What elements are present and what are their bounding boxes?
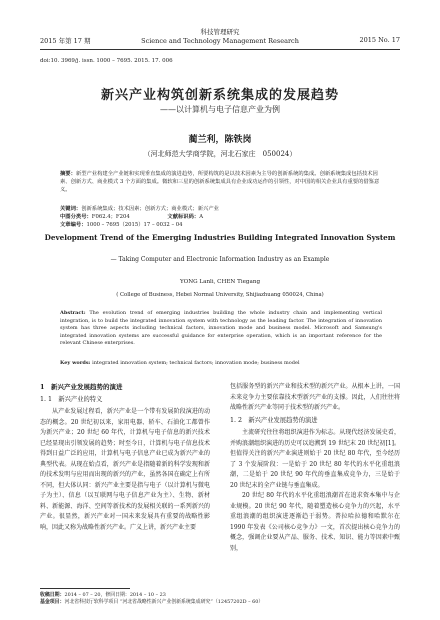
abstract-en-label: Abstract: (60, 310, 86, 316)
authors-en: YONG Lanli, CHEN Tiegang (179, 279, 261, 285)
footnote (40, 592, 400, 606)
body-paragraph: 从产业发展过程看，新兴产业是一个带有发展阶段演进的动态的概念。20 世纪初以来，家用电器、轿车、石油化工都曾作为新兴产业；20 世纪 60 年代，计算机与电子信息的新兴技术已经显现出引领发展的趋势；时至今日，计算机与电子信息技术得到日益广泛的应用，计算机与电子信息产业已成为新兴产业的典型代表。从现在始点看，新兴产业是指随着新的科学发现和新的技术发明与应用而出现的新兴的产业，虽然各国在确定上有所不同，但大体认同：新兴产业主要是指与电子（以计算机与微电子为主）、信息（以互联网与电子信息产业为主）、生物、新材料、新能源、海洋、空间等新技术的发展相关联的一系列新兴的产业。很显然，新兴产业对一国未来发展具有重要的战略性影响，因此又称为战略性新兴产业。广义上讲，新兴产业主要 (40, 408, 210, 531)
header-journal-en: Science and Technology Management Research (141, 37, 299, 45)
header-issue: 2015 年第 17 期 (40, 37, 91, 45)
document-code: 文献标识码：A (167, 214, 204, 220)
body-column-right (230, 382, 400, 554)
header-journal-cn: 科技管理研究 (200, 28, 240, 36)
abstract-cn-text: 新型产业构建全产业链和实现垂直集成的演进趋势，所要构筑的是以技术因素为主导的创新系统的集成。创新系统集成包括技术因素、创新方式、商业模式 3 个方面的集成。微软和三星的创新系统集成具有企业成功运作的引领性，对中国的相关企业具有重要的借鉴意义。 (60, 171, 380, 193)
header-rule (40, 49, 400, 50)
keywords-en (60, 360, 382, 366)
body-column-left (40, 382, 210, 533)
footnote-fund: 基金项目：河北省科技厅软科学项目 “河北省战略性新兴产业创新系统集成研究”（12457202D – 60） (40, 599, 264, 605)
classification-line (60, 212, 382, 228)
subtitle-cn: ——以计算机与电子信息产业为例 (160, 105, 280, 114)
abstract-cn-label: 摘要： (60, 171, 76, 177)
body-paragraph: 主流研究往往将组织演进作为标志。从现代经济发展史看，并购浪潮组织演进的历史可以追溯到 19 世纪末 20 世纪初[1]。但值得关注的新兴产业演进则始于 20 世纪 80 年代，至今经历了 3 个发展阶段：一是始于 20 世纪 80 年代的水平化重组浪潮，二是始于 20 世纪 90 年代的垂直集成竞争力，三是始于 20 世纪末的全产业链与垂直集成。 (230, 429, 400, 489)
footnote-received: 收稿日期：2014 – 07 – 20，修回日期：2014 – 10 – 23 (40, 592, 166, 598)
header-journal (40, 28, 400, 46)
subsection-heading: 1. 2 新兴产业发展趋势的演进 (230, 416, 318, 424)
subsection-heading: 1. 1 新兴产业的特义 (40, 395, 103, 403)
keywords-cn-text: 创新系统集成；技术因素；创新方式；商业模式；新兴产业 (81, 206, 219, 212)
clc-number: 中图分类号：F062.4；F204 (60, 214, 130, 220)
article-number: 文章编号：1000 – 7695（2015）17 – 0032 – 04 (60, 222, 183, 228)
affiliation-cn: （河北师范大学商学院，河北石家庄 050024） (143, 150, 297, 158)
abstract-en (60, 310, 382, 348)
doi: doi:10. 3969/j. issn. 1000 – 7695. 2015. 17. 006 (40, 58, 173, 64)
running-header (40, 28, 400, 50)
keywords-cn-label: 关键词： (60, 206, 82, 212)
abstract-cn (60, 170, 382, 194)
section-heading: 1 新兴产业发展趋势的演进 (40, 383, 123, 391)
header-issue-en: 2015 No. 17 (359, 36, 400, 44)
subtitle-en: — Taking Computer and Electronic Information Industry as an Example (110, 256, 330, 263)
authors-cn: 蔺兰利，陈铁岗 (188, 135, 252, 145)
abstract-en-text: The evolution trend of emerging industries building the whole industry chain and implementing vertical integration, is to build the integrated innovation system with technology as the leading factor. The integration of innovation system has three aspects including technical factors, innovation mode and business model. Microsoft and Samsung's integrated innovation systems are successful guidance for enterprise operation, which is an important reference for the relevant Chinese enterprises. (60, 310, 382, 347)
keywords-en-text: integrated innovation system; technical factors; innovation mode; business model (92, 360, 300, 366)
title-cn: 新兴产业构筑创新系统集成的发展趋势 (100, 88, 339, 103)
footnote-rule (40, 588, 130, 589)
affiliation-en: ( College of Business, Hebei Normal University, Shijiazhuang 050024, China) (116, 292, 324, 298)
keywords-en-label: Key words: (60, 360, 91, 366)
body-paragraph: 20 世纪 80 年代的水平化重组浪潮首在追求资本集中与企业规模。20 世纪 90 年代，随着塑造核心竞争力的兴起，水平重组浪潮的组织演进逐渐趋于弱势。普拉哈拉德和哈默尔在 1990 年发表《公司核心竞争力》一文，首次提出核心竞争力的概念，强调企业要从产品、服务、技术、知识、能力等因素中甄别， (230, 492, 400, 552)
keywords-cn (60, 204, 382, 212)
title-en: Development Trend of the Emerging Industries Building Integrated Innovation System (44, 233, 396, 242)
body-paragraph: 包括服务型的新兴产业和技术型的新兴产业。从根本上讲，一国未来竞争力主要依靠技术型新兴产业的支撑。因此，人们往往将战略性新兴产业等同于技术型的新兴产业。 (230, 383, 400, 411)
